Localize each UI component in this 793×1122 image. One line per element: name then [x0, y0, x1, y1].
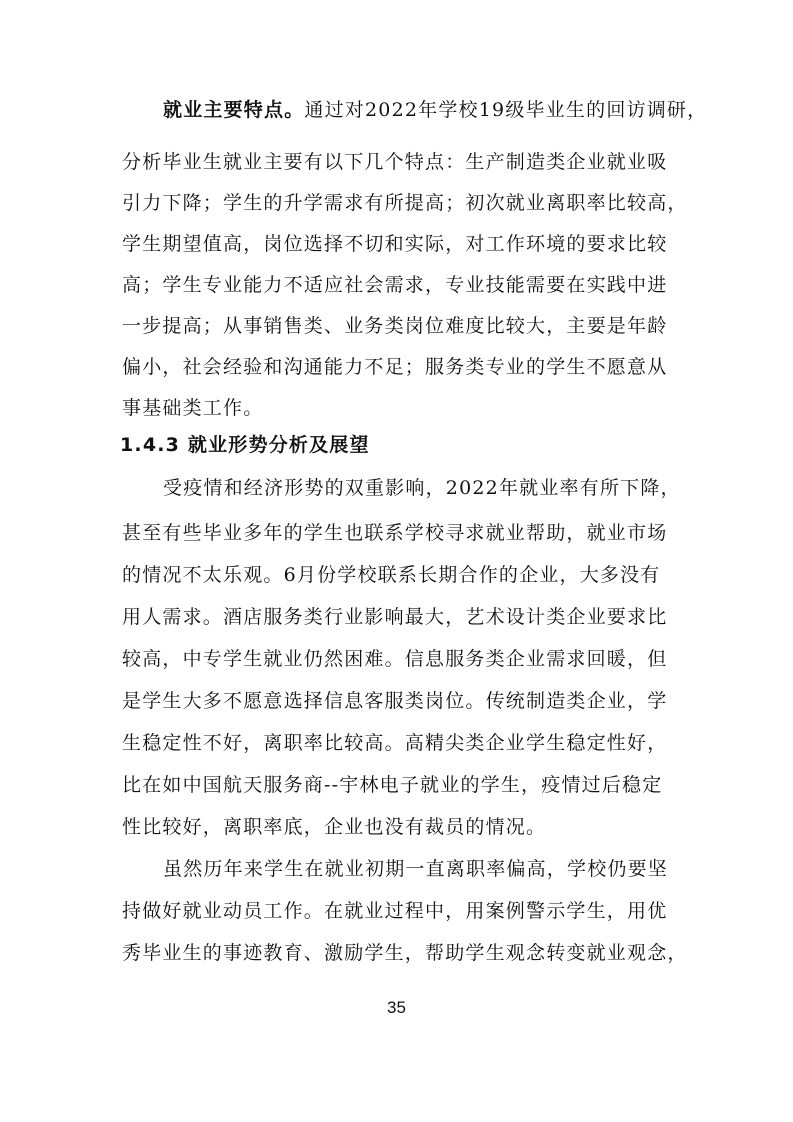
paragraph-1-line-7: 偏小，社会经验和沟通能力不足；服务类专业的学生不愿意从 [122, 356, 668, 378]
paragraph-1-line-4: 学生期望值高，岗位选择不切和实际，对工作环境的要求比较 [122, 233, 668, 255]
paragraph-1-line-6: 一步提高；从事销售类、业务类岗位难度比较大，主要是年龄 [122, 315, 668, 337]
paragraph-3-line-2: 持做好就业动员工作。在就业过程中，用案例警示学生，用优 [122, 900, 668, 922]
paragraph-2-line-8: 比在如中国航天服务商--宇林电子就业的学生，疫情过后稳定 [122, 774, 663, 796]
paragraph-2-line-3: 的情况不太乐观。6月份学校联系长期合作的企业，大多没有 [122, 564, 661, 586]
paragraph-1-line-1-text: 通过对2022年学校19级毕业生的回访调研， [304, 99, 708, 121]
paragraph-1-lead: 就业主要特点。 [163, 99, 305, 121]
paragraph-2-line-5: 较高，中专学生就业仍然困难。信息服务类企业需求回暖，但 [122, 648, 668, 670]
paragraph-2-line-2: 甚至有些毕业多年的学生也联系学校寻求就业帮助，就业市场 [122, 522, 668, 544]
page-number: 35 [387, 998, 406, 1017]
paragraph-2-line-1: 受疫情和经济形势的双重影响，2022年就业率有所下降， [163, 477, 681, 499]
paragraph-1-line-5: 高；学生专业能力不适应社会需求，专业技能需要在实践中进 [122, 274, 668, 296]
paragraph-1-line-2: 分析毕业生就业主要有以下几个特点：生产制造类企业就业吸 [122, 151, 668, 173]
paragraph-1-line-1 [163, 95, 707, 122]
paragraph-2-line-7: 生稳定性不好，离职率比较高。高精尖类企业学生稳定性好， [122, 732, 668, 754]
paragraph-1-line-8: 事基础类工作。 [122, 397, 264, 419]
paragraph-2-line-9: 性比较好，离职率底，企业也没有裁员的情况。 [122, 816, 547, 838]
paragraph-1-line-3: 引力下降；学生的升学需求有所提高；初次就业离职率比较高， [122, 192, 688, 214]
paragraph-3-line-3: 秀毕业生的事迹教育、激励学生，帮助学生观念转变就业观念， [122, 942, 688, 964]
section-heading: 1.4.3 就业形势分析及展望 [120, 434, 370, 456]
paragraph-2-line-6: 是学生大多不愿意选择信息客服类岗位。传统制造类企业，学 [122, 690, 668, 712]
paragraph-2-line-4: 用人需求。酒店服务类行业影响最大，艺术设计类企业要求比 [122, 606, 668, 628]
paragraph-3-line-1: 虽然历年来学生在就业初期一直离职率偏高，学校仍要坚 [163, 858, 669, 880]
